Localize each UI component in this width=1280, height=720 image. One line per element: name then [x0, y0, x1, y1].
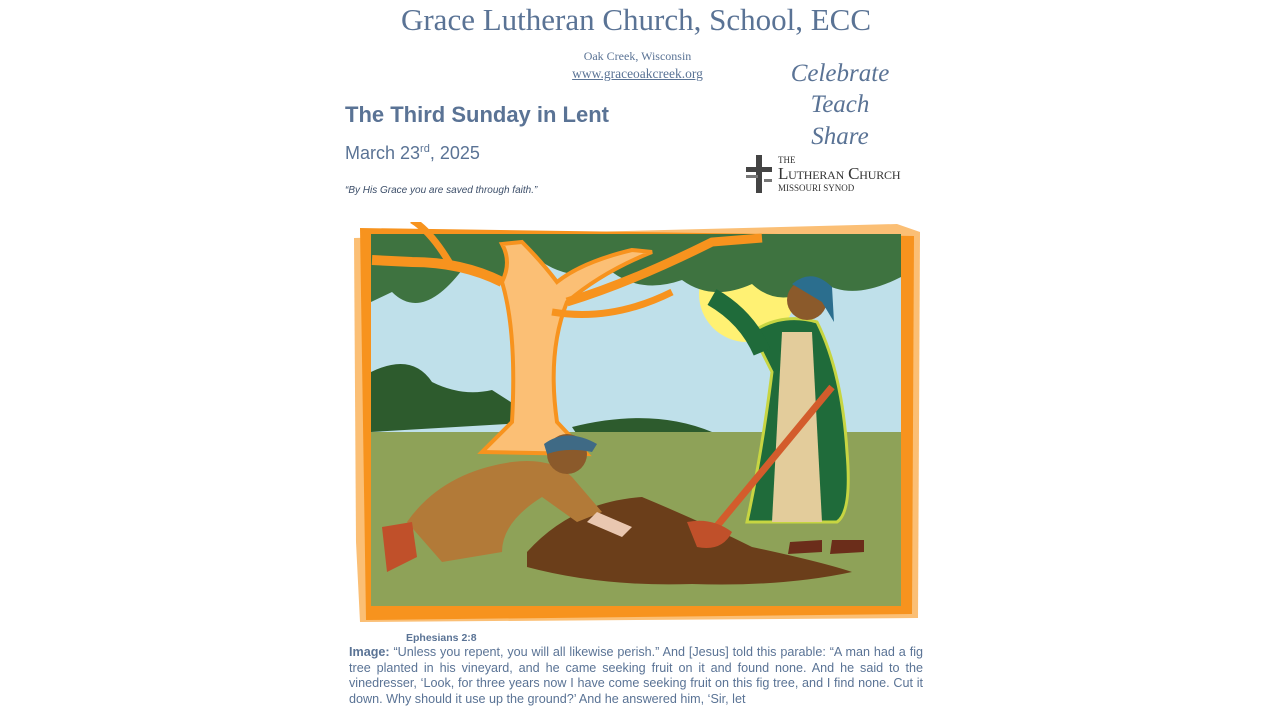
scripture-reference: Ephesians 2:8 [406, 632, 477, 644]
church-location: Oak Creek, Wisconsin [583, 49, 692, 63]
logo-line-name: Lutheran Church [778, 164, 901, 183]
church-name: Grace Lutheran Church, School, ECC [400, 2, 872, 37]
logo-line-synod: MISSOURI SYNOD [778, 183, 855, 193]
motto-teach: Teach [810, 91, 870, 118]
scripture-caption [349, 645, 923, 707]
date-ordinal: rd [420, 143, 430, 155]
date-year: , 2025 [429, 143, 480, 163]
tagline: “By His Grace you are saved through faith.” [345, 185, 538, 196]
logo-line-the: THE [778, 155, 796, 165]
motto-celebrate: Celebrate [790, 60, 890, 87]
fig-tree-illustration [352, 222, 922, 624]
motto-share: Share [811, 123, 869, 150]
caption-label: Image: [349, 645, 390, 659]
service-date [345, 143, 480, 164]
page-title: The Third Sunday in Lent [345, 102, 609, 127]
website-link[interactable]: www.graceoakcreek.org [572, 66, 703, 81]
date-day: March 23 [345, 143, 421, 163]
caption-text: “Unless you repent, you will all likewise perish.” And [Jesus] told this parable: “A man had a fig tree planted in his vineyard, and he came seeking fruit on it and found none. And he said to the vinedresser, ‘Look, for three years now I have come seeking fruit on this fig tree, and I find none. Cut it down. Why should it use up the ground?’ And he answered him, ‘Sir, let [349, 645, 923, 706]
